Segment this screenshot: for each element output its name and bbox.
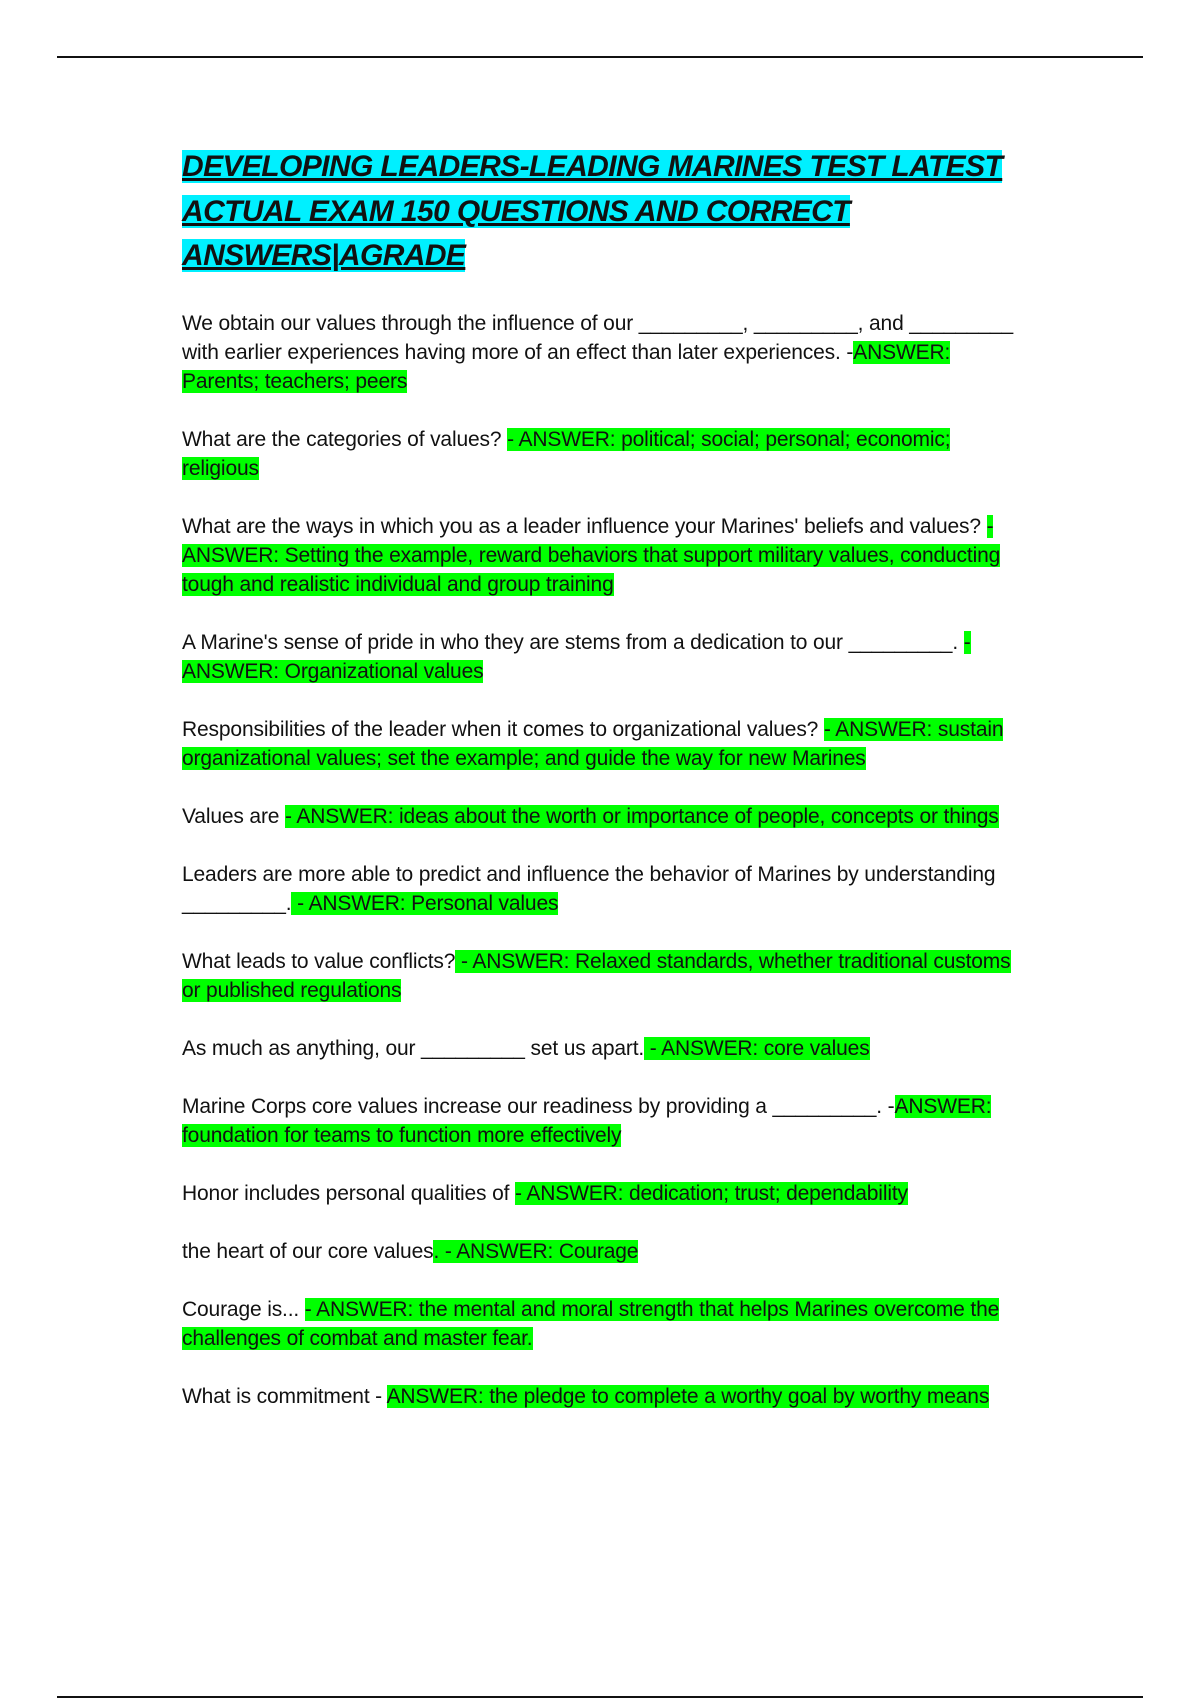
document-title (182, 145, 1022, 279)
qa-item-3 (182, 512, 1022, 599)
question-text: Leaders are more able to predict and influence the behavior of Marines by understanding _________. (182, 862, 996, 915)
answer-text: - ANSWER: political; social; personal; economic; religious (182, 427, 951, 480)
qa-item-7 (182, 860, 1022, 918)
question-text: What leads to value conflicts? (182, 949, 456, 973)
answer-text: - ANSWER: dedication; trust; dependability (514, 1181, 908, 1205)
qa-item-8 (182, 947, 1022, 1005)
answer-text: - ANSWER: Personal values (291, 891, 559, 915)
qa-item-13 (182, 1295, 1022, 1353)
qa-item-11 (182, 1179, 1022, 1208)
question-text: What are the categories of values? (182, 427, 508, 451)
question-text: Responsibilities of the leader when it comes to organizational values? (182, 717, 824, 741)
answer-text: - ANSWER: the mental and moral strength that helps Marines overcome the challenges of combat and master fear. (182, 1297, 1000, 1350)
qa-item-5 (182, 715, 1022, 773)
answer-text: ANSWER: the pledge to complete a worthy goal by worthy means (386, 1384, 990, 1408)
answer-text: - ANSWER: Setting the example, reward behaviors that support military values, conducting tough and realistic individual and group training (182, 514, 1001, 596)
answer-text: - ANSWER: ideas about the worth or importance of people, concepts or things (285, 804, 999, 828)
question-text: What is commitment - (182, 1384, 387, 1408)
qa-item-9 (182, 1034, 1022, 1063)
qa-item-10 (182, 1092, 1022, 1150)
question-text: We obtain our values through the influence of our _________, _________, and _________ with earlier experiences having more of an effect than later experiences. - (182, 311, 1014, 364)
title-highlight: DEVELOPING LEADERS-LEADING MARINES TEST LATEST ACTUAL EXAM 150 QUESTIONS AND CORRECT ANSWERS|AGRADE (182, 150, 1003, 272)
document-body (182, 145, 1022, 1440)
question-text: the heart of our core values (182, 1239, 434, 1263)
answer-text: - ANSWER: core values (644, 1036, 870, 1060)
qa-item-4 (182, 628, 1022, 686)
answer-text: ANSWER: Parents; teachers; peers (182, 340, 951, 393)
answer-text: . - ANSWER: Courage (433, 1239, 639, 1263)
question-text: Values are (182, 804, 286, 828)
qa-item-12 (182, 1237, 1022, 1266)
question-text: Honor includes personal qualities of (182, 1181, 515, 1205)
qa-item-14 (182, 1382, 1022, 1411)
question-text: Marine Corps core values increase our readiness by providing a _________. - (182, 1094, 895, 1118)
question-text: As much as anything, our _________ set us apart. (182, 1036, 645, 1060)
qa-item-6 (182, 802, 1022, 831)
answer-text: ANSWER: foundation for teams to function more effectively (182, 1094, 992, 1147)
qa-item-2 (182, 425, 1022, 483)
answer-text: - ANSWER: sustain organizational values; set the example; and guide the way for new Marines (182, 717, 1004, 770)
bottom-rule (57, 1696, 1143, 1698)
answer-text: - ANSWER: Relaxed standards, whether traditional customs or published regulations (182, 949, 1011, 1002)
qa-item-1 (182, 309, 1022, 396)
answer-text: - ANSWER: Organizational values (182, 630, 971, 683)
question-text: Courage is... (182, 1297, 305, 1321)
question-text: A Marine's sense of pride in who they are stems from a dedication to our _________. (182, 630, 964, 654)
top-rule (57, 56, 1143, 58)
question-text: What are the ways in which you as a leader influence your Marines' beliefs and values? (182, 514, 987, 538)
